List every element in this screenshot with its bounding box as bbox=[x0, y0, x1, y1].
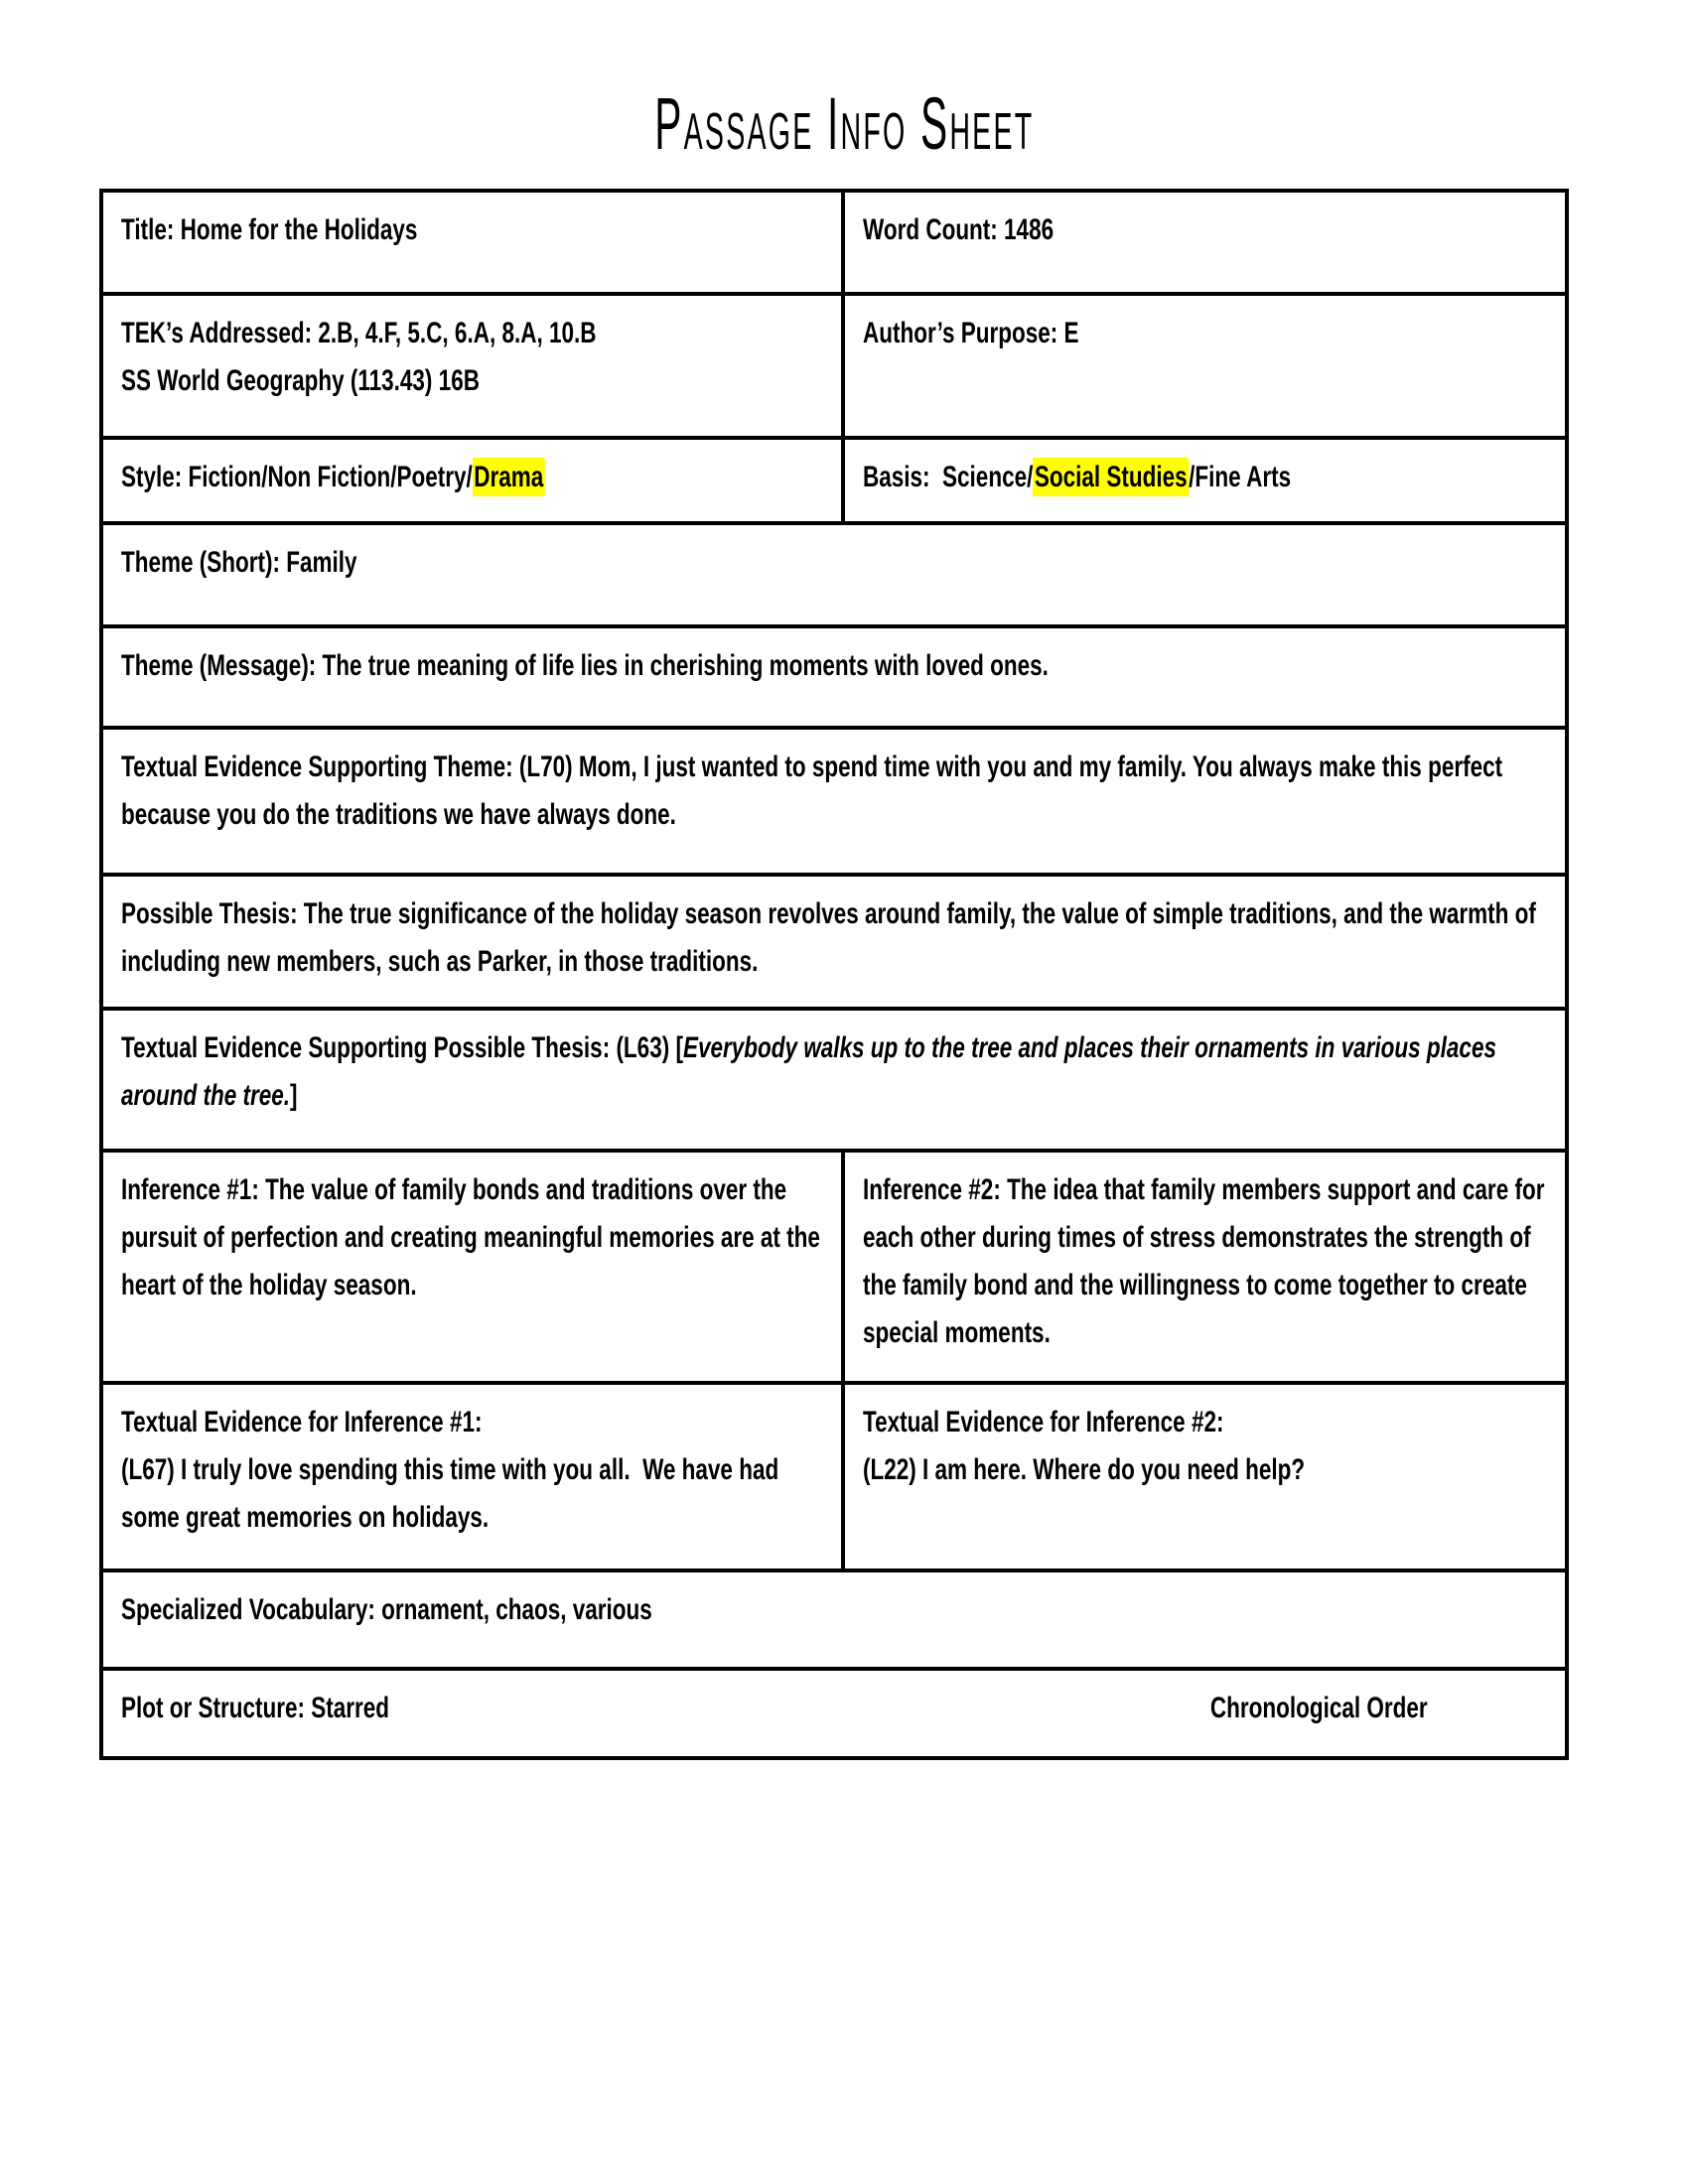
evidence-thesis-prefix: Textual Evidence Supporting Possible Thesis: (L63) [ bbox=[121, 1031, 683, 1064]
row-theme-message bbox=[103, 624, 1565, 726]
theme-short-text: Theme (Short): Family bbox=[121, 546, 357, 579]
row-style-basis bbox=[103, 436, 1565, 521]
page-title-text: Passage Info Sheet bbox=[653, 82, 1035, 165]
specialized-vocabulary-cell bbox=[103, 1572, 1565, 1667]
structure-type-label: Chronological Order bbox=[1209, 1692, 1428, 1724]
evidence-theme-cell bbox=[103, 730, 1565, 873]
evidence-thesis-suffix: ] bbox=[290, 1079, 298, 1112]
authors-purpose-text: Author’s Purpose: E bbox=[863, 317, 1079, 349]
authors-purpose-cell bbox=[841, 296, 1565, 436]
inference-1-text: Inference #1: The value of family bonds and traditions over the pursuit of perfection and creating meaningful memories are at the heart of the holiday season. bbox=[121, 1173, 827, 1301]
basis-prefix-text: Basis: Science/ bbox=[863, 461, 1034, 493]
inference-2-text: Inference #2: The idea that family members support and care for each other during times of stress demonstrates the strength of the family bond and the willingness to come together to create special moments. bbox=[863, 1173, 1552, 1349]
evidence-thesis-cell bbox=[103, 1011, 1565, 1149]
title-cell bbox=[103, 193, 841, 292]
page-title bbox=[0, 81, 1688, 166]
passage-info-table bbox=[99, 189, 1569, 1760]
row-evidence-inferences bbox=[103, 1381, 1565, 1569]
teks-line-1: TEK’s Addressed: 2.B, 4.F, 5.C, 6.A, 8.A, 10.B bbox=[121, 317, 597, 349]
word-count-cell bbox=[841, 193, 1565, 292]
row-vocabulary bbox=[103, 1569, 1565, 1667]
plot-structure-cell bbox=[103, 1671, 1565, 1756]
row-evidence-thesis bbox=[103, 1007, 1565, 1149]
style-prefix-text: Style: Fiction/Non Fiction/Poetry/ bbox=[121, 461, 473, 493]
inference-2-cell bbox=[841, 1153, 1565, 1381]
row-possible-thesis bbox=[103, 873, 1565, 1007]
basis-suffix-text: /Fine Arts bbox=[1189, 461, 1292, 493]
style-highlight: Drama bbox=[473, 458, 545, 496]
theme-short-cell bbox=[103, 525, 1565, 624]
evidence-inference-1-cell bbox=[103, 1385, 841, 1569]
evidence-thesis-quote: Everybody walks up to the tree and places their ornaments in various places around the tree. bbox=[121, 1031, 1503, 1112]
basis-cell bbox=[841, 440, 1565, 521]
evidence-inference-1-text: (L67) I truly love spending this time with you all. We have had some great memories on holidays. bbox=[121, 1453, 785, 1534]
evidence-inference-2-label: Textual Evidence for Inference #2: bbox=[863, 1406, 1224, 1438]
evidence-theme-text: Textual Evidence Supporting Theme: (L70) Mom, I just wanted to spend time with you and my family. You always make this perfect because you do the traditions we have always done. bbox=[121, 751, 1509, 831]
word-count-text: Word Count: 1486 bbox=[863, 213, 1055, 246]
evidence-inference-1-label: Textual Evidence for Inference #1: bbox=[121, 1406, 483, 1438]
row-evidence-theme bbox=[103, 726, 1565, 873]
style-cell bbox=[103, 440, 841, 521]
evidence-inference-2-text: (L22) I am here. Where do you need help? bbox=[863, 1453, 1306, 1486]
row-teks-purpose bbox=[103, 292, 1565, 436]
row-inferences bbox=[103, 1149, 1565, 1381]
possible-thesis-text: Possible Thesis: The true significance of the holiday season revolves around family, the value of simple traditions, and the warmth of including new members, such as Parker, in those traditions. bbox=[121, 897, 1543, 978]
possible-thesis-cell bbox=[103, 877, 1565, 1007]
row-plot-structure bbox=[103, 1667, 1565, 1756]
theme-message-text: Theme (Message): The true meaning of life lies in cherishing moments with loved ones. bbox=[121, 649, 1049, 682]
theme-message-cell bbox=[103, 628, 1565, 726]
evidence-inference-2-cell bbox=[841, 1385, 1565, 1569]
plot-structure-label: Plot or Structure: Starred bbox=[121, 1692, 390, 1724]
teks-cell bbox=[103, 296, 841, 436]
teks-line-2: SS World Geography (113.43) 16B bbox=[121, 364, 480, 397]
basis-highlight: Social Studies bbox=[1034, 458, 1190, 496]
row-title-wordcount bbox=[103, 193, 1565, 292]
title-text: Title: Home for the Holidays bbox=[121, 213, 418, 246]
inference-1-cell bbox=[103, 1153, 841, 1381]
row-theme-short bbox=[103, 521, 1565, 624]
specialized-vocabulary-text: Specialized Vocabulary: ornament, chaos, various bbox=[121, 1593, 652, 1626]
